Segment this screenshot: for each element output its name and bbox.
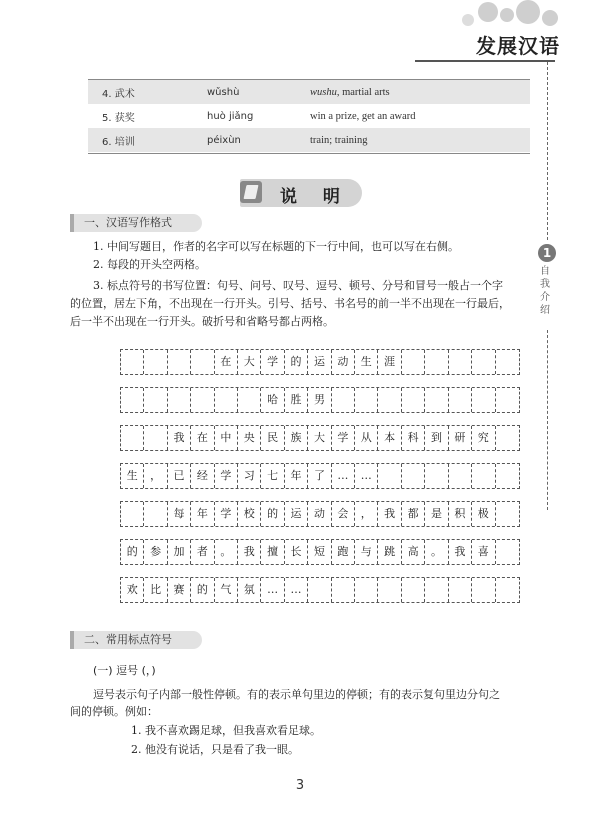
grid-cell: 的 [261,502,284,526]
grid-cell: … [285,578,308,602]
grid-row [120,577,520,603]
grid-cell: 了 [308,464,331,488]
grid-cell: 在 [215,350,238,374]
grid-cell: 。 [215,540,238,564]
chapter-number-badge: 1 [538,244,556,262]
grid-cell: 在 [191,426,214,450]
grid-cell [121,350,144,374]
grid-cell: 已 [168,464,191,488]
grid-cell: 动 [332,350,355,374]
vocab-pinyin: péixùn [207,134,241,146]
grid-cell: 到 [425,426,448,450]
paragraph: 间的停顿。例如： [70,705,158,718]
grid-cell: ， [144,464,167,488]
grid-row [120,349,520,375]
vocab-word: 6. 培训 [102,136,135,148]
grid-cell: 哈 [261,388,284,412]
grid-cell [402,350,425,374]
grid-cell: 校 [238,502,261,526]
grid-cell: 欢 [121,578,144,602]
grid-cell [121,426,144,450]
grid-cell [496,426,519,450]
grid-cell: 我 [168,426,191,450]
grid-cell: 跑 [332,540,355,564]
grid-cell [402,464,425,488]
side-dashed-line [547,330,548,510]
grid-cell [425,578,448,602]
grid-cell [355,578,378,602]
grid-cell: 七 [261,464,284,488]
grid-cell: 学 [332,426,355,450]
grid-row [120,425,520,451]
header-decoration-circle [462,14,474,26]
grid-cell: 究 [472,426,495,450]
grid-cell: 跳 [378,540,401,564]
grid-cell [472,388,495,412]
grid-cell: 科 [402,426,425,450]
vocab-table-bottom-rule [88,153,530,154]
grid-cell: 极 [472,502,495,526]
grid-cell: 加 [168,540,191,564]
grid-cell: 年 [191,502,214,526]
grid-cell [472,350,495,374]
vocab-row [88,80,530,104]
grid-cell: 气 [215,578,238,602]
vocab-row [88,128,530,152]
grid-cell: 会 [332,502,355,526]
grid-cell [378,578,401,602]
grid-cell [472,464,495,488]
grid-cell: 每 [168,502,191,526]
grid-cell: 短 [308,540,331,564]
paragraph: 2. 每段的开头空两格。 [93,258,206,271]
header-decoration-circle [516,0,540,24]
grid-cell: 本 [378,426,401,450]
vocab-pinyin: wǔshù [207,86,240,98]
paragraph: 1. 中间写题目，作者的名字可以写在标题的下一行中间，也可以写在右侧。 [93,240,459,253]
grid-cell: 的 [121,540,144,564]
grid-cell [496,502,519,526]
grid-cell [449,388,472,412]
grid-cell: 的 [191,578,214,602]
grid-cell [355,388,378,412]
vocab-meaning: win a prize, get an award [310,110,416,122]
vocab-meaning: wushu, martial arts [310,86,390,98]
grid-cell: 民 [261,426,284,450]
vocab-pinyin: huò jiǎng [207,110,254,122]
grid-cell [425,388,448,412]
grid-cell: 。 [425,540,448,564]
grid-cell [191,388,214,412]
grid-cell: 生 [355,350,378,374]
grid-cell: 氛 [238,578,261,602]
grid-cell [449,350,472,374]
grid-cell: 央 [238,426,261,450]
grid-cell: 与 [355,540,378,564]
grid-cell: 长 [285,540,308,564]
grid-cell [191,350,214,374]
grid-cell: 学 [215,502,238,526]
grid-cell: 大 [238,350,261,374]
grid-cell: 大 [308,426,331,450]
section-heading: 二、常用标点符号 [70,631,202,649]
grid-cell: 高 [402,540,425,564]
grid-cell [168,350,191,374]
grid-cell: 学 [215,464,238,488]
grid-row [120,539,520,565]
paragraph: 的位置，居左下角，不出现在一行开头。引号、括号、书名号的前一半不出现在一行最后， [70,297,510,310]
grid-cell: … [261,578,284,602]
book-icon [240,181,262,203]
grid-cell: 积 [449,502,472,526]
grid-cell: 运 [308,350,331,374]
grid-cell [496,464,519,488]
grid-cell: 习 [238,464,261,488]
grid-cell [308,578,331,602]
grid-cell: 从 [355,426,378,450]
grid-cell [144,350,167,374]
grid-cell [332,388,355,412]
header-decoration-circle [500,8,514,22]
grid-cell [144,426,167,450]
grid-row [120,387,520,413]
grid-cell [378,388,401,412]
grid-cell: 涯 [378,350,401,374]
grid-cell [168,388,191,412]
grid-cell: 者 [191,540,214,564]
grid-cell: 都 [402,502,425,526]
grid-cell: 参 [144,540,167,564]
vocab-row [88,104,530,128]
grid-cell: 我 [449,540,472,564]
grid-cell [378,464,401,488]
vocab-word: 5. 获奖 [102,112,135,124]
chapter-side-label: 自我介绍 [540,266,550,316]
grid-cell: 是 [425,502,448,526]
grid-cell: ， [355,502,378,526]
grid-cell: 生 [121,464,144,488]
grid-cell: 中 [215,426,238,450]
grid-cell [425,464,448,488]
grid-cell: … [332,464,355,488]
grid-cell: 年 [285,464,308,488]
grid-cell: 的 [285,350,308,374]
side-dashed-line [547,62,548,240]
grid-cell [215,388,238,412]
grid-cell [121,388,144,412]
grid-cell: 比 [144,578,167,602]
grid-cell: 学 [261,350,284,374]
header-decoration-circle [478,2,498,22]
header-title: 发展汉语 [476,34,560,58]
grid-cell [144,502,167,526]
grid-cell [332,578,355,602]
paragraph: 3. 标点符号的书写位置：句号、问号、叹号、逗号、顿号、分号和冒号一般占一个字 [93,279,503,292]
header-rule [415,60,555,62]
section-heading: 一、汉语写作格式 [70,214,202,232]
vocab-word: 4. 武术 [102,88,135,100]
vocab-meaning: train; training [310,134,368,146]
grid-cell: 擅 [261,540,284,564]
page-number: 3 [295,778,305,793]
grid-cell [496,388,519,412]
subsection-title: (一) 逗号 (，) [93,664,156,677]
grid-cell: 喜 [472,540,495,564]
grid-cell: 我 [378,502,401,526]
grid-cell: 赛 [168,578,191,602]
paragraph: 后一半不出现在一行开头。破折号和省略号都占两格。 [70,315,334,328]
grid-cell [144,388,167,412]
example-sentence: 1. 我不喜欢踢足球，但我喜欢看足球。 [131,724,321,737]
grid-cell [496,540,519,564]
section-banner-title: 说 明 [280,187,350,207]
grid-cell [121,502,144,526]
grid-cell: 研 [449,426,472,450]
grid-cell: 族 [285,426,308,450]
grid-cell [496,350,519,374]
grid-row [120,463,520,489]
grid-cell: 经 [191,464,214,488]
grid-cell: 我 [238,540,261,564]
writing-grid [120,349,520,615]
paragraph: 逗号表示句子内部一般性停顿。有的表示单句里边的停顿；有的表示复句里边分句之 [93,688,500,701]
grid-cell [425,350,448,374]
grid-cell: 运 [285,502,308,526]
grid-cell: 男 [308,388,331,412]
grid-cell: 胜 [285,388,308,412]
header-decoration-circle [542,10,558,26]
grid-cell [449,578,472,602]
vocab-table [88,80,530,152]
example-sentence: 2. 他没有说话，只是看了我一眼。 [131,743,299,756]
grid-cell [402,578,425,602]
grid-cell [402,388,425,412]
grid-cell [472,578,495,602]
grid-cell [449,464,472,488]
grid-cell: 动 [308,502,331,526]
grid-cell [496,578,519,602]
grid-cell: … [355,464,378,488]
grid-row [120,501,520,527]
grid-cell [238,388,261,412]
